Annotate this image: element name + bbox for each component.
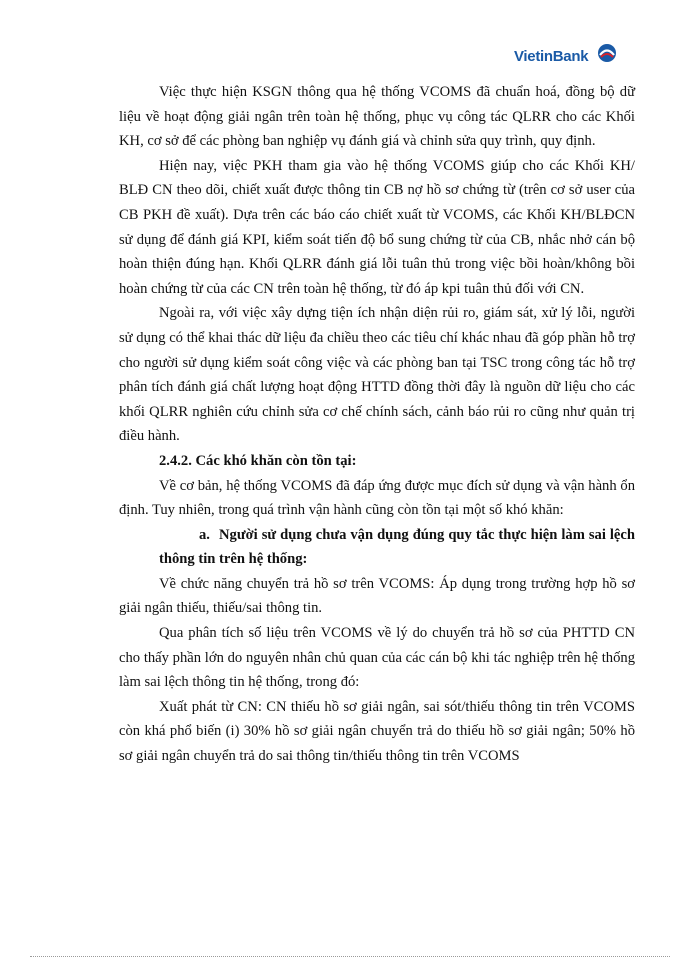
paragraph: Qua phân tích số liệu trên VCOMS về lý do chuyển trả hồ sơ của PHTTD CN cho thấy phần lớn do nguyên nhân chủ quan của các cán bộ khi tác nghiệp trên hệ thống làm sai lệch thông tin hệ thống, trong đó: — [119, 625, 635, 691]
section-heading: 2.4.2. Các khó khăn còn tồn tại: — [159, 452, 357, 469]
vietinbank-emblem-icon — [596, 42, 618, 64]
sub-heading — [119, 523, 635, 572]
paragraph: Về chức năng chuyển trả hồ sơ trên VCOMS: Áp dụng trong trường hợp hồ sơ giải ngân thiếu, thiếu/sai thông tin. — [119, 575, 635, 617]
sub-heading-text: Người sử dụng chưa vận dụng đúng quy tắc thực hiện làm sai lệch thông tin trên hệ thống: — [159, 526, 635, 568]
sub-heading-label: a. — [199, 526, 210, 543]
paragraph: Hiện nay, việc PKH tham gia vào hệ thống VCOMS giúp cho các Khối KH/ BLĐ CN theo dõi, chiết xuất được thông tin CB nợ hồ sơ chứng từ (trên cơ sở user của CB PKH đề xuất). Dựa trên các báo cáo chiết xuất từ VCOMS, các Khối KH/BLĐCN sử dụng để đánh giá KPI, kiểm soát tiến độ bổ sung chứng từ của CB, nhắc nhở cán bộ hoàn thiện đúng hạn. Khối QLRR đánh giá lỗi tuân thủ trong việc bồi hoàn/không bồi hoàn chứng từ của các CN trên toàn hệ thống, từ đó áp kpi tuân thủ đối với CN. — [119, 157, 635, 297]
section-intro: Về cơ bản, hệ thống VCOMS đã đáp ứng được mục đích sử dụng và vận hành ổn định. Tuy nhiên, trong quá trình vận hành cũng còn tồn tại một số khó khăn: — [119, 477, 635, 519]
paragraph: Ngoài ra, với việc xây dựng tiện ích nhận diện rủi ro, giám sát, xử lý lỗi, người sử dụng có thể khai thác dữ liệu đa chiều theo các tiêu chí khác nhau đã góp phần hỗ trợ cho người sử dụng kiểm soát công việc và các phòng ban tại TSC trong công tác hỗ trợ phân tích đánh giá chất lượng hoạt động HTTD đồng thời đây là nguồn dữ liệu cho các khối QLRR nghiên cứu chỉnh sửa cơ chế chính sách, cảnh báo rủi ro cũng như quản trị điều hành. — [119, 305, 635, 445]
logo-text: VietinBank — [514, 48, 589, 65]
page-bottom-divider — [30, 956, 670, 957]
paragraph: Xuất phát từ CN: CN thiếu hồ sơ giải ngân, sai sót/thiếu thông tin trên VCOMS còn khá phổ biến (i) 30% hồ sơ giải ngân chuyển trả do thiếu hồ sơ giải ngân; 50% hồ sơ giải ngân chuyển trả do sai thông tin/thiếu thông tin trên VCOMS — [119, 698, 635, 765]
paragraph: Việc thực hiện KSGN thông qua hệ thống VCOMS đã chuẩn hoá, đồng bộ dữ liệu về hoạt động giải ngân trên toàn hệ thống, phục vụ công tác QLRR cho các Khối KH, cơ sở để các phòng ban nghiệp vụ đánh giá và chỉnh sửa quy trình, quy định. — [119, 84, 635, 150]
vietinbank-logo — [514, 42, 624, 72]
document-body — [119, 80, 635, 769]
